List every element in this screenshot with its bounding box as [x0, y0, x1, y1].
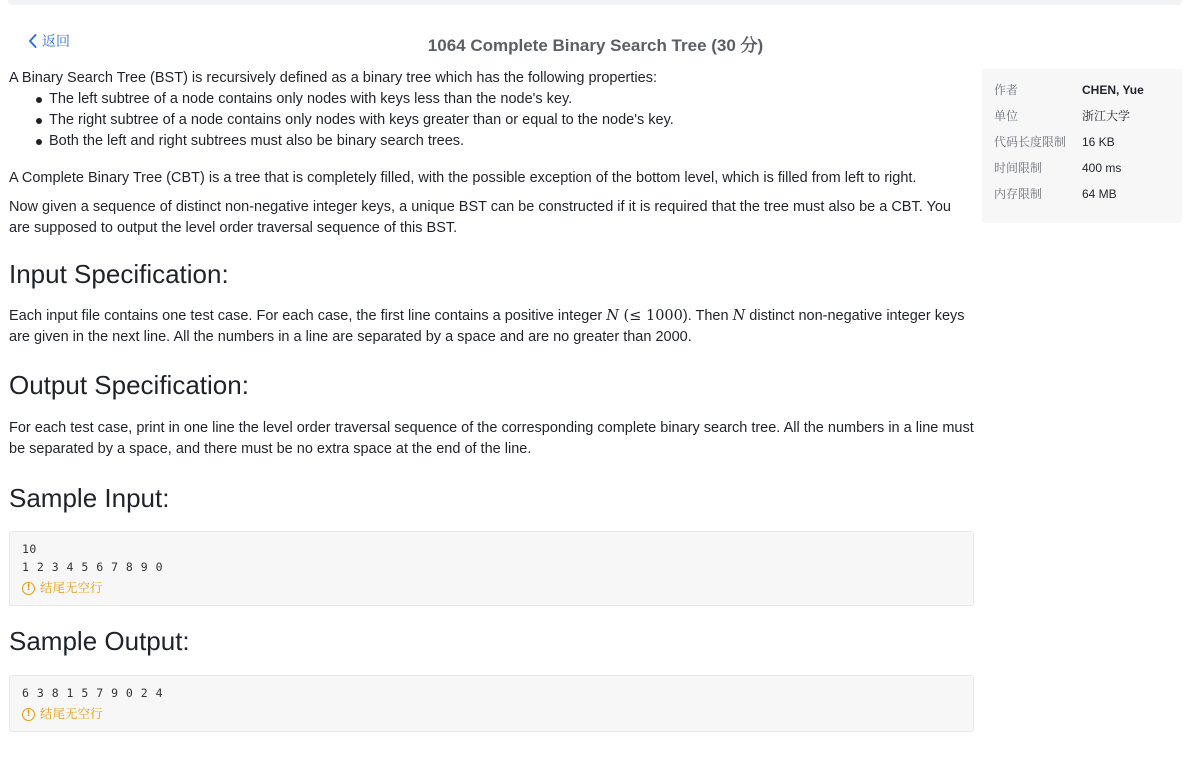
output-spec-text: For each test case, print in one line the level order traversal sequence of the corresponding complete binary search tree. All the numbers in a line must be separated by a space, and there must be no extra space at the end of the line. — [9, 420, 974, 457]
problem-info-panel — [982, 69, 1182, 223]
bst-properties-list — [9, 89, 974, 152]
output-spec-heading: Output Specification: — [9, 370, 249, 400]
problem-header — [0, 22, 1191, 62]
list-item: Both the left and right subtrees must also be binary search trees. — [49, 131, 974, 152]
top-bar — [8, 0, 1182, 5]
no-trailing-newline-note: ! 结尾无空行 — [22, 705, 961, 723]
sample-output-box[interactable] — [9, 675, 974, 732]
warning-icon: ! — [22, 582, 35, 595]
input-spec-heading: Input Specification: — [9, 259, 229, 289]
task-description: Now given a sequence of distinct non-negative integer keys, a unique BST can be constructed if it is required that the tree must also be a CBT. You are supposed to output the level order traversal sequence of this BST. — [9, 199, 951, 236]
problem-content — [9, 68, 974, 732]
info-row-time-limit: 时间限制 400 ms — [994, 161, 1122, 175]
info-row-memory-limit: 内存限制 64 MB — [994, 187, 1117, 201]
sample-output-code: 6 3 8 1 5 7 9 0 2 4 — [22, 686, 164, 700]
list-item: The left subtree of a node contains only nodes with keys less than the node's key. — [49, 89, 974, 110]
bst-intro: A Binary Search Tree (BST) is recursively defined as a binary tree which has the following properties: — [9, 70, 657, 86]
no-trailing-newline-note: ! 结尾无空行 — [22, 579, 961, 597]
sample-input-code: 10 1 2 3 4 5 6 7 8 9 0 — [22, 542, 164, 574]
sample-input-box[interactable] — [9, 531, 974, 606]
sample-output-heading: Sample Output: — [9, 626, 190, 656]
sample-input-heading: Sample Input: — [9, 483, 170, 513]
warning-icon: ! — [22, 708, 35, 721]
page-title: 1064 Complete Binary Search Tree (30 分) — [427, 36, 764, 55]
info-row-code-length-limit: 代码长度限制 16 KB — [994, 135, 1115, 149]
back-label: 返回 — [42, 33, 70, 49]
list-item: The right subtree of a node contains only nodes with keys greater than or equal to the node's key. — [49, 110, 974, 131]
info-row-organization: 单位 浙江大学 — [994, 109, 1131, 123]
cbt-definition: A Complete Binary Tree (CBT) is a tree that is completely filled, with the possible exception of the bottom level, which is filled from left to right. — [9, 170, 917, 186]
input-spec-text: Each input file contains one test case. For each case, the first line contains a positive integer N (≤ 1000). Then N distinct non-negative integer keys are given in the next line. All the numbers in a line are separated by a space and are no greater than 2000. — [9, 308, 965, 345]
info-row-author: 作者 CHEN, Yue — [994, 83, 1144, 97]
